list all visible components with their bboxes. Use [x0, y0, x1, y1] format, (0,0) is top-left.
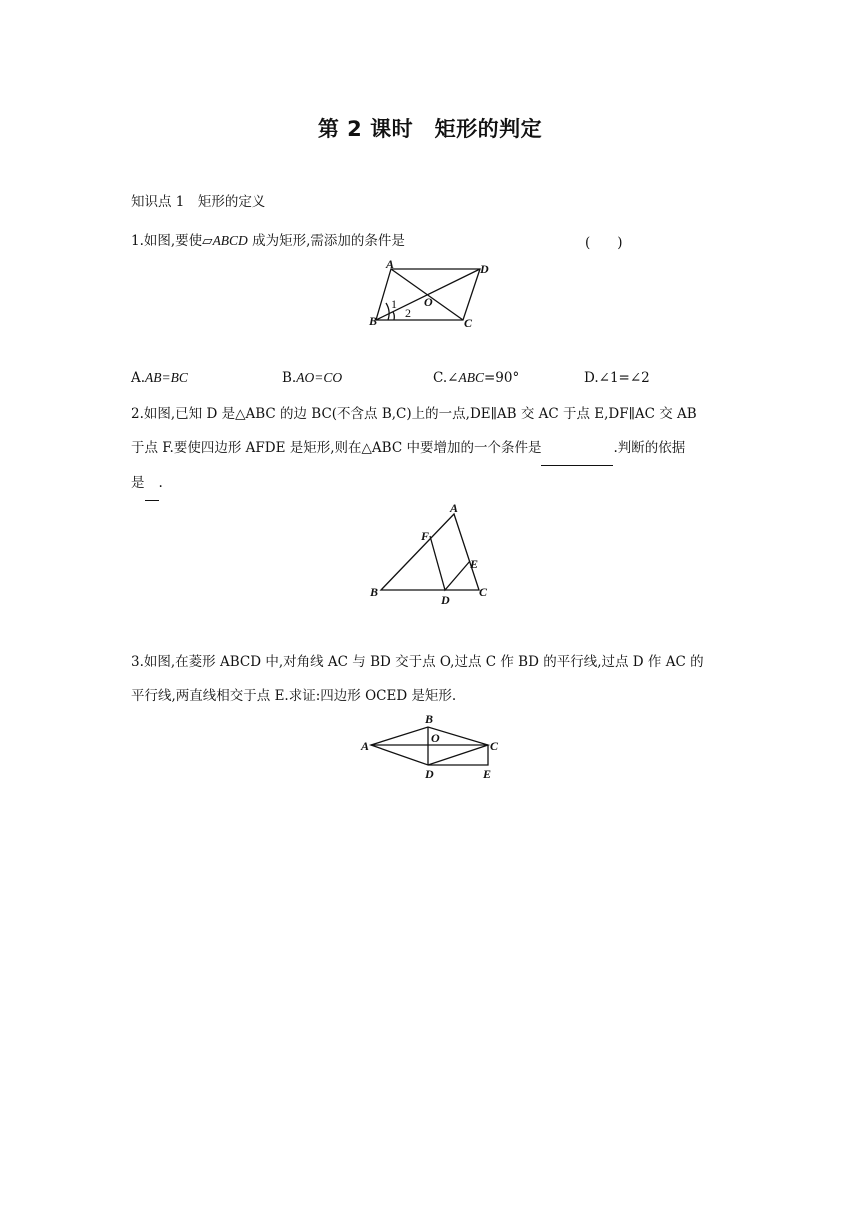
q2-answer-blank-1[interactable] — [541, 431, 613, 466]
q2-line-3: 是 . — [131, 466, 751, 501]
q1-angle1-arc — [386, 303, 389, 320]
q2-triangle-abc — [381, 514, 479, 590]
q3-label-c: C — [490, 739, 499, 753]
q1-parallelogram-figure — [366, 258, 496, 334]
q2-line-2: 于点 F.要使四边形 AFDE 是矩形,则在△ABC 中要增加的一个条件是 .判断的依据 — [131, 431, 751, 466]
q3-label-e: E — [483, 767, 492, 781]
q3-label-b: B — [425, 712, 434, 726]
q1-label-b: B — [369, 314, 378, 328]
q1-label-a: A — [386, 258, 395, 271]
q1-label-2: 2 — [405, 306, 411, 320]
q3-label-d: D — [425, 767, 434, 781]
q3-line-2: 平行线,两直线相交于点 E.求证:四边形 OCED 是矩形. — [131, 688, 457, 704]
q1-text-post: 成为矩形,需添加的条件是 — [252, 233, 405, 249]
q1-label-o: O — [424, 295, 433, 309]
q2-answer-blank-2[interactable] — [145, 466, 159, 501]
q2-label-f: F — [421, 529, 430, 543]
q2-label-a: A — [450, 501, 459, 515]
question-3 — [131, 645, 751, 713]
page-title: 第 2 课时 矩形的判定 — [317, 117, 543, 141]
option-c: C.∠ABC=90° — [433, 370, 520, 386]
option-b: B.AO=CO — [282, 370, 343, 386]
question-2 — [131, 397, 751, 501]
q2-line-1: 2.如图,已知 D 是△ABC 的边 BC(不含点 B,C)上的一点,DE∥AB 交 AC 于点 E,DF∥AC 交 AB — [131, 406, 697, 422]
q1-text-pre: 1.如图,要使 — [131, 233, 203, 249]
option-d: D.∠1=∠2 — [584, 370, 650, 386]
q3-line-1: 3.如图,在菱形 ABCD 中,对角线 AC 与 BD 交于点 O,过点 C 作 BD 的平行线,过点 D 作 AC 的 — [131, 654, 704, 670]
answer-parentheses: ( ) — [585, 235, 623, 251]
parallelogram-symbol: ▱ — [202, 233, 213, 249]
q2-triangle-figure — [366, 498, 496, 606]
q2-label-b: B — [370, 585, 379, 599]
q3-label-o: O — [431, 731, 440, 745]
option-a: A.AB=BC — [131, 370, 188, 386]
q2-label-c: C — [479, 585, 488, 599]
q3-label-a: A — [361, 739, 370, 753]
q1-label-d: D — [480, 262, 489, 276]
question-1 — [131, 224, 731, 258]
section-heading: 知识点 1 矩形的定义 — [131, 194, 266, 210]
q2-label-d: D — [441, 593, 450, 606]
q2-label-e: E — [470, 557, 479, 571]
q1-abcd: ABCD — [212, 233, 248, 248]
q3-rhombus-abcd — [371, 727, 488, 765]
q1-label-1: 1 — [391, 297, 397, 311]
q1-angle2-arc — [393, 312, 394, 320]
q3-rhombus-figure — [356, 710, 506, 784]
q1-label-c: C — [464, 316, 473, 330]
